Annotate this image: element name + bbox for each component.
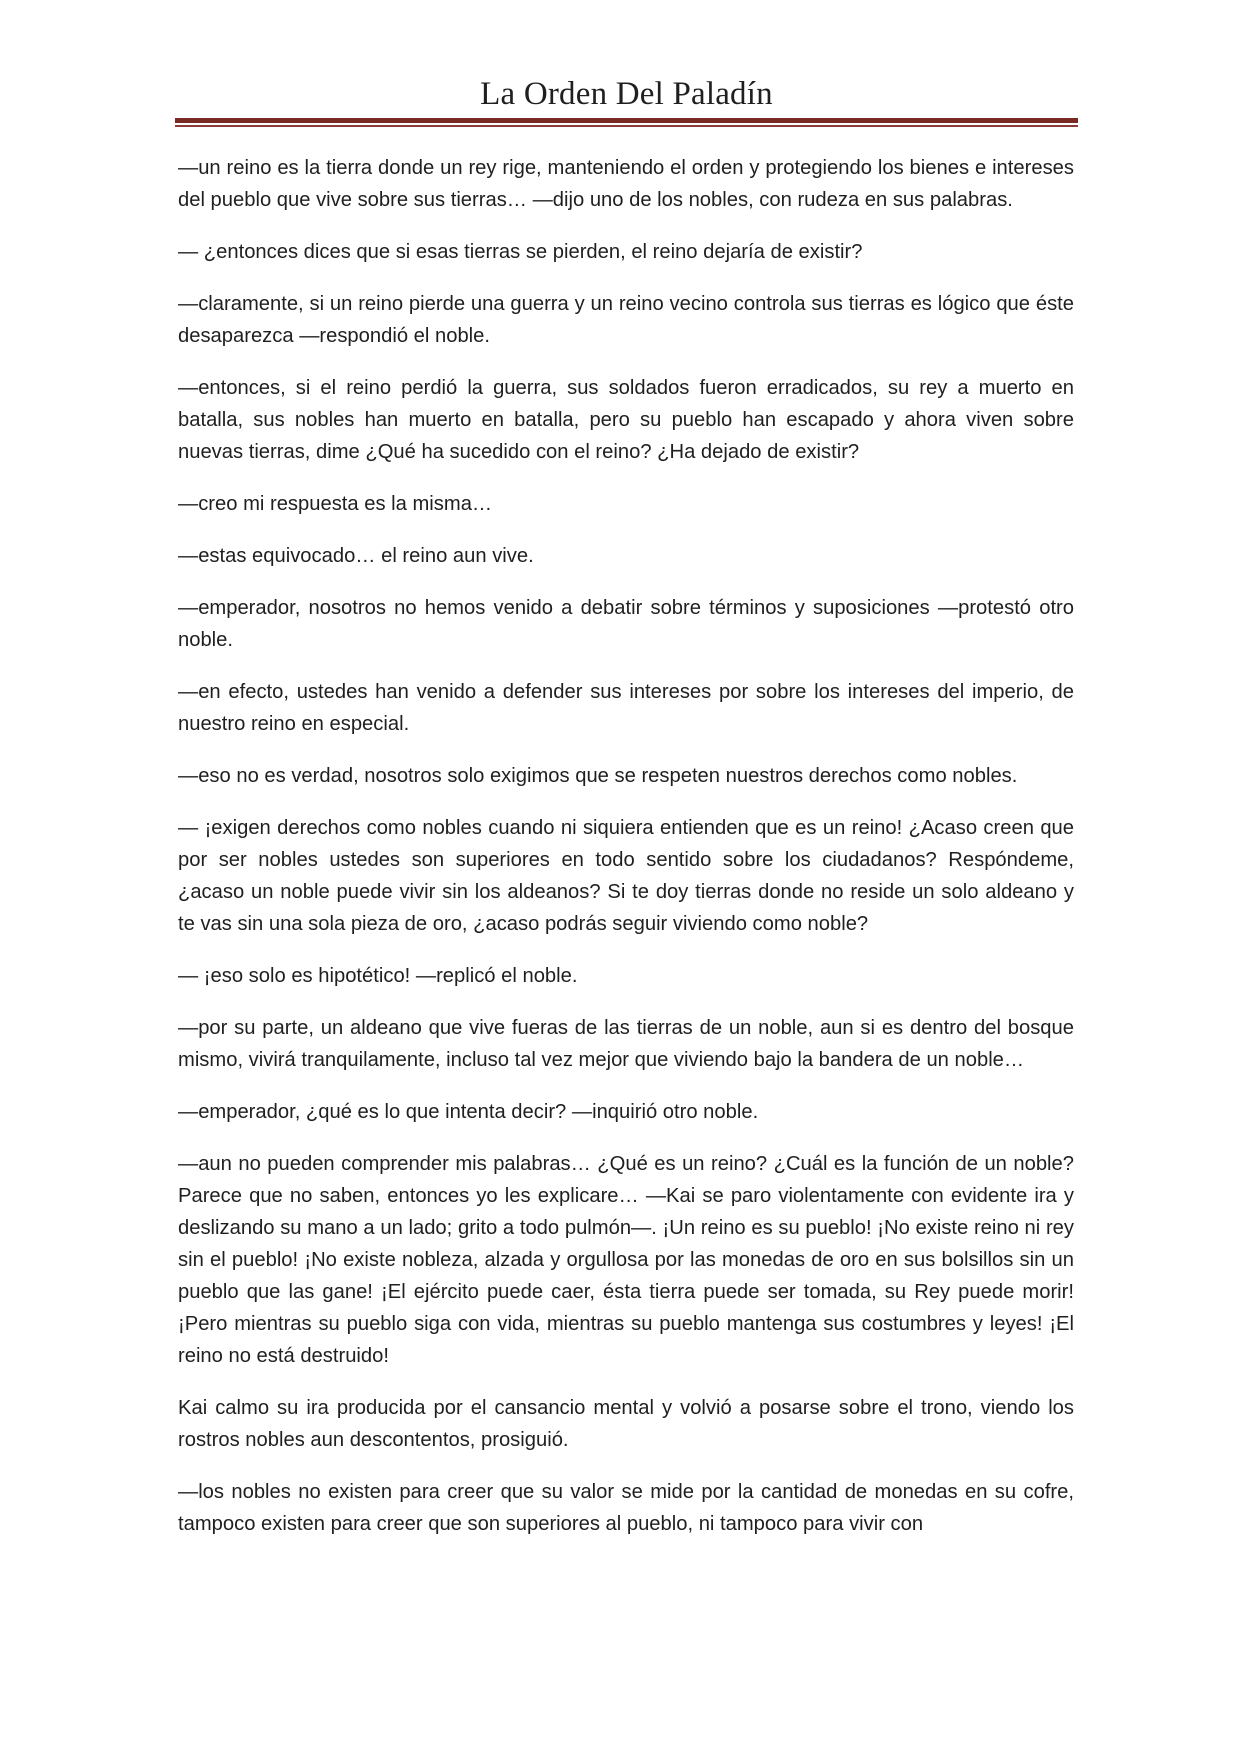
paragraph: —en efecto, ustedes han venido a defender sus intereses por sobre los intereses del imperio, de nuestro reino en especial. [178,681,1074,735]
paragraph: —entonces, si el reino perdió la guerra, sus soldados fueron erradicados, su rey a muerto en batalla, sus nobles han muerto en batalla, pero su pueblo han escapado y ahora viven sobre nuevas tierras, dime ¿Qué ha sucedido con el reino? ¿Ha dejado de existir? [178,377,1074,463]
header-divider [175,118,1078,127]
header-divider-thin [175,125,1078,127]
paragraph: —por su parte, un aldeano que vive fueras de las tierras de un noble, aun si es dentro del bosque mismo, vivirá tranquilamente, incluso tal vez mejor que viviendo bajo la bandera de un noble… [178,1017,1074,1071]
paragraph: —creo mi respuesta es la misma… [178,493,493,515]
paragraph: —emperador, ¿qué es lo que intenta decir? —inquirió otro noble. [178,1101,759,1123]
header-divider-thick [175,118,1078,123]
paragraph: —un reino es la tierra donde un rey rige, manteniendo el orden y protegiendo los bienes e intereses del pueblo que vive sobre sus tierras… —dijo uno de los nobles, con rudeza en sus palabras. [178,157,1074,211]
paragraph: —eso no es verdad, nosotros solo exigimos que se respeten nuestros derechos como nobles. [178,765,1018,787]
paragraph: — ¡eso solo es hipotético! —replicó el noble. [178,965,578,987]
paragraph: —los nobles no existen para creer que su valor se mide por la cantidad de monedas en su cofre, tampoco existen para creer que son superiores al pueblo, ni tampoco para vivir con [178,1481,1074,1535]
paragraph: —claramente, si un reino pierde una guerra y un reino vecino controla sus tierras es lógico que éste desaparezca —respondió el noble. [178,293,1074,347]
paragraph: —estas equivocado… el reino aun vive. [178,545,534,567]
paragraph: Kai calmo su ira producida por el cansancio mental y volvió a posarse sobre el trono, viendo los rostros nobles aun descontentos, prosiguió. [178,1397,1074,1451]
paragraph: — ¡exigen derechos como nobles cuando ni siquiera entienden que es un reino! ¿Acaso creen que por ser nobles ustedes son superiores en todo sentido sobre los ciudadanos? Respóndeme, ¿acaso un noble puede vivir sin los aldeanos? Si te doy tierras donde no reside un solo aldeano y te vas sin una sola pieza de oro, ¿acaso podrás seguir viviendo como noble? [178,817,1074,935]
page-header [175,74,1078,114]
paragraph: —emperador, nosotros no hemos venido a debatir sobre términos y suposiciones —protestó otro noble. [178,597,1074,651]
paragraph: —aun no pueden comprender mis palabras… ¿Qué es un reino? ¿Cuál es la función de un noble? Parece que no saben, entonces yo les explicare… —Kai se paro violentamente con evidente ira y deslizando su mano a un lado; grito a todo pulmón—. ¡Un reino es su pueblo! ¡No existe reino ni rey sin el pueblo! ¡No existe nobleza, alzada y orgullosa por las monedas de oro en sus bolsillos sin un pueblo que las gane! ¡El ejército puede caer, ésta tierra puede ser tomada, su Rey puede morir! ¡Pero mientras su pueblo siga con vida, mientras su pueblo mantenga sus costumbres y leyes! ¡El reino no está destruido! [178,1153,1074,1367]
page-title: La Orden Del Paladín [480,76,773,112]
paragraph: — ¿entonces dices que si esas tierras se pierden, el reino dejaría de existir? [178,241,863,263]
body-text [178,152,1074,1560]
